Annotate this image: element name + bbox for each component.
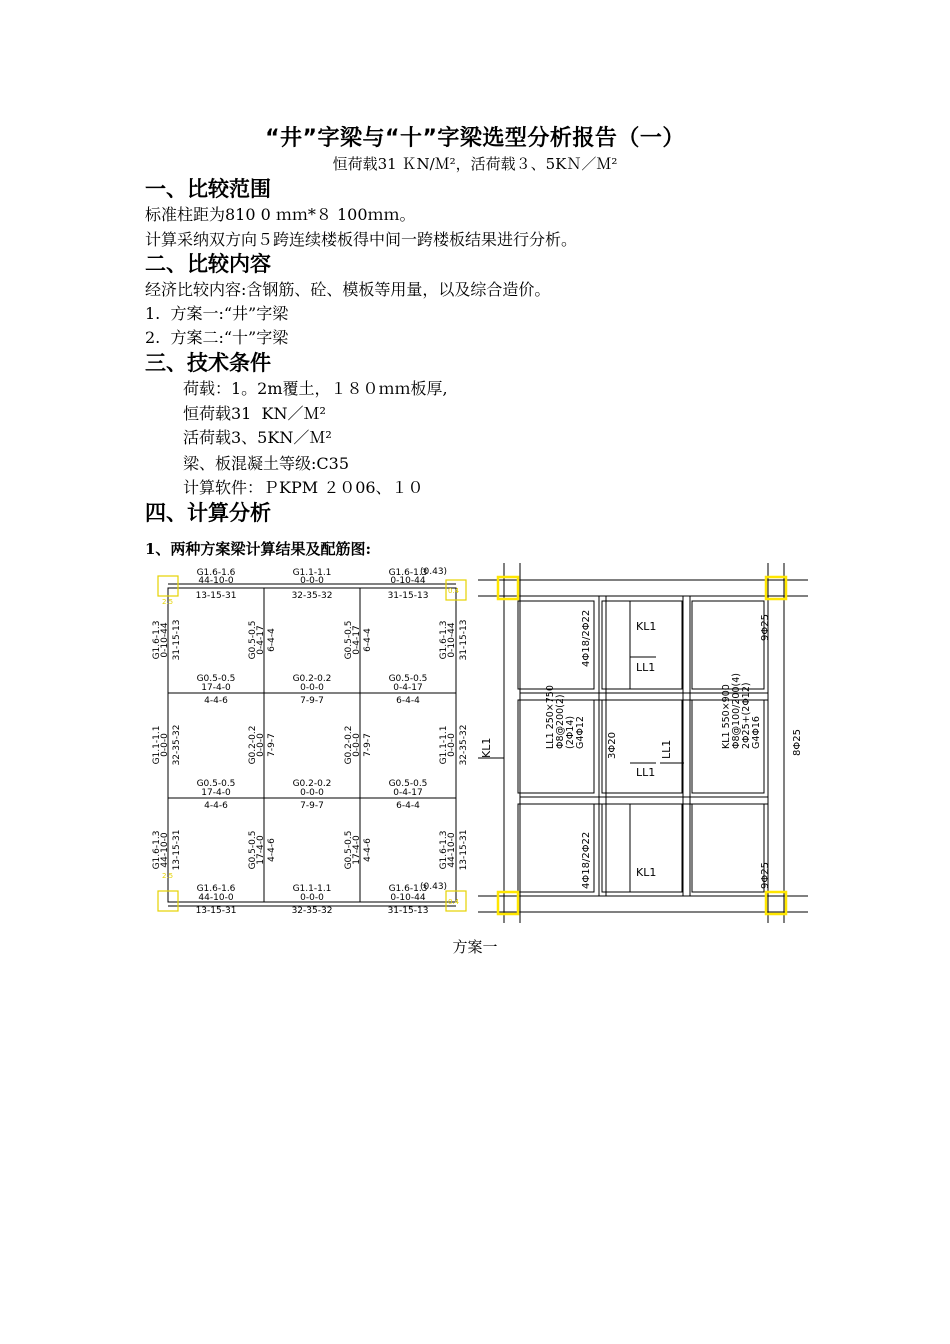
beam-result-bottom: 31-15-13 bbox=[387, 906, 429, 916]
beam-result-bottom: 0-0-0 bbox=[300, 893, 324, 903]
beam-result-inner: 17-4-0 bbox=[256, 835, 266, 865]
beam-label-ll1: LL1 bbox=[636, 766, 656, 779]
beam-result-row: 0-0-0 bbox=[300, 788, 324, 798]
beam-result-row: 7-9-7 bbox=[300, 801, 324, 811]
paragraph: 计算采纳双方向５跨连续楼板得中间一跨楼板结果进行分析。 bbox=[145, 230, 578, 249]
beam-spec: G4Φ12 bbox=[575, 716, 586, 749]
beam-result-top: G1.1-1.1 bbox=[292, 568, 332, 578]
beam-result-right: G1.6-1.3 bbox=[439, 620, 449, 660]
beam-result-inner: G0.2-0.2 bbox=[344, 725, 354, 765]
beam-result-left: 32-35-32 bbox=[172, 724, 182, 766]
beam-result-row: G0.5-0.5 bbox=[388, 779, 428, 789]
yellow-label: 2.5 bbox=[162, 598, 174, 606]
beam-result-left: 0-10-44 bbox=[160, 622, 170, 658]
beam-result-bottom: 32-35-32 bbox=[291, 906, 333, 916]
section-heading-conditions: 三、技术条件 bbox=[145, 351, 271, 375]
beam-result-row: G0.5-0.5 bbox=[196, 779, 236, 789]
list-item: 2. 方案二:“十”字梁 bbox=[145, 328, 289, 347]
rebar-label: 3Φ20 bbox=[607, 732, 618, 759]
report-subtitle: 恒荷载31 ＫN/Ｍ²，活荷载３、5KＮ／Ｍ² bbox=[332, 155, 618, 173]
beam-result-top: G1.6-1.3 bbox=[388, 568, 428, 578]
beam-result-bottom: G1.6-1.6 bbox=[196, 884, 236, 894]
beam-result-left: G1.6-1.3 bbox=[152, 830, 162, 870]
beam-result-bottom: G1.6-1.3 bbox=[388, 884, 428, 894]
figure-caption: 方案一 bbox=[452, 938, 498, 956]
beam-result-right: 0-0-0 bbox=[447, 733, 457, 757]
beam-result-left: G1.1-1.1 bbox=[152, 725, 162, 765]
beam-result-row: G0.5-0.5 bbox=[196, 674, 236, 684]
section-heading-scope: 一、比较范围 bbox=[145, 177, 271, 201]
beam-result-inner: 0-4-17 bbox=[256, 625, 266, 655]
beam-result-inner: G0.5-0.5 bbox=[344, 620, 354, 660]
paragraph: 经济比较内容:含钢筋、砼、模板等用量，以及综合造价。 bbox=[145, 280, 551, 299]
rebar-label: 4Φ18/2Φ22 bbox=[581, 609, 592, 667]
beam-result-row: 0-0-0 bbox=[300, 683, 324, 693]
beam-result-top: 44-10-0 bbox=[198, 576, 234, 586]
beam-result-left: 0-0-0 bbox=[160, 733, 170, 757]
beam-spec: Φ8@100/200(4) bbox=[731, 673, 742, 749]
beam-result-bottom: 13-15-31 bbox=[195, 906, 237, 916]
paragraph: 活荷载3、5KN／Ｍ² bbox=[183, 428, 332, 447]
rebar-label: 9Φ25 bbox=[760, 862, 771, 889]
beam-result-inner: 17-4-0 bbox=[352, 835, 362, 865]
beam-label-ll1-vertical: LL1 bbox=[660, 739, 673, 759]
corner-note: (0.43) bbox=[420, 882, 448, 892]
beam-result-row: 4-4-6 bbox=[204, 801, 228, 811]
beam-result-row: 0-4-17 bbox=[393, 788, 423, 798]
beam-result-left: 31-15-13 bbox=[172, 619, 182, 661]
beam-result-left: G1.6-1.3 bbox=[152, 620, 162, 660]
subheading: 1、两种方案梁计算结果及配筋图: bbox=[145, 540, 371, 558]
beam-result-inner: G0.5-0.5 bbox=[344, 830, 354, 870]
report-title: “井”字梁与“十”字梁选型分析报告（一） bbox=[265, 126, 685, 151]
rebar-label: 4Φ18/2Φ22 bbox=[581, 831, 592, 889]
beam-result-drawing bbox=[150, 563, 475, 923]
beam-result-row: 6-4-4 bbox=[396, 696, 420, 706]
beam-result-top: G1.6-1.6 bbox=[196, 568, 236, 578]
beam-result-row: G0.2-0.2 bbox=[292, 674, 332, 684]
beam-spec: G4Φ16 bbox=[751, 716, 762, 749]
beam-result-top: 13-15-31 bbox=[195, 591, 237, 601]
beam-result-inner: 7-9-7 bbox=[363, 733, 373, 757]
beam-result-inner: 0-4-17 bbox=[352, 625, 362, 655]
beam-result-inner: G0.5-0.5 bbox=[248, 620, 258, 660]
list-item: 1. 方案一:“井”字梁 bbox=[145, 304, 289, 323]
beam-result-inner: 0-0-0 bbox=[256, 733, 266, 757]
beam-result-right: 44-10-0 bbox=[447, 832, 457, 868]
beam-result-inner: 4-4-6 bbox=[267, 838, 277, 862]
beam-result-top: 0-10-44 bbox=[390, 576, 426, 586]
paragraph: 荷载：1。2m覆土，１８０ｍｍ板厚, bbox=[183, 379, 448, 398]
beam-result-inner: 4-4-6 bbox=[363, 838, 373, 862]
beam-result-bottom: G1.1-1.1 bbox=[292, 884, 332, 894]
beam-result-left: 44-10-0 bbox=[160, 832, 170, 868]
rebar-label: 9Φ25 bbox=[760, 614, 771, 641]
corner-note: (0.43) bbox=[420, 567, 448, 577]
beam-label-kl1: KL1 bbox=[636, 620, 657, 633]
beam-result-inner: 6-4-4 bbox=[363, 628, 373, 652]
beam-spec: Φ8@200(2) bbox=[555, 694, 566, 749]
beam-label-ll1: LL1 bbox=[636, 661, 656, 674]
beam-result-right: G1.6-1.3 bbox=[439, 830, 449, 870]
beam-result-inner: 6-4-4 bbox=[267, 628, 277, 652]
beam-spec: LL1 250×750 bbox=[545, 685, 556, 749]
beam-result-top: 0-0-0 bbox=[300, 576, 324, 586]
beam-spec: 2Φ25+(2Φ12) bbox=[741, 682, 752, 749]
yellow-label: 0.4 bbox=[448, 587, 460, 595]
yellow-label: 2.5 bbox=[162, 872, 174, 880]
beam-result-inner: G0.2-0.2 bbox=[248, 725, 258, 765]
rebar-label: 8Φ25 bbox=[792, 729, 803, 756]
yellow-label: 0.4 bbox=[448, 898, 460, 906]
beam-spec: KL1 550×900 bbox=[721, 684, 732, 749]
beam-result-bottom: 0-10-44 bbox=[390, 893, 426, 903]
beam-result-bottom: 44-10-0 bbox=[198, 893, 234, 903]
beam-result-left: 13-15-31 bbox=[172, 829, 182, 871]
beam-result-row: 0-4-17 bbox=[393, 683, 423, 693]
beam-result-inner: 7-9-7 bbox=[267, 733, 277, 757]
beam-result-row: 7-9-7 bbox=[300, 696, 324, 706]
paragraph: 计算软件：ＰKPM ２０06、１０ bbox=[183, 478, 424, 497]
beam-spec: (2Φ14) bbox=[565, 715, 576, 749]
beam-result-top: 31-15-13 bbox=[387, 591, 429, 601]
beam-result-inner: G0.5-0.5 bbox=[248, 830, 258, 870]
beam-result-row: G0.5-0.5 bbox=[388, 674, 428, 684]
beam-result-right: 31-15-13 bbox=[459, 619, 469, 661]
paragraph: 标准柱距为810 0 ｍｍ*８ 100ｍｍ。 bbox=[145, 205, 416, 224]
beam-result-inner: 0-0-0 bbox=[352, 733, 362, 757]
section-heading-content: 二、比较内容 bbox=[145, 252, 271, 276]
beam-result-row: 4-4-6 bbox=[204, 696, 228, 706]
section-heading-analysis: 四、计算分析 bbox=[145, 501, 271, 525]
beam-label-kl1: KL1 bbox=[636, 866, 657, 879]
beam-result-row: 17-4-0 bbox=[201, 788, 231, 798]
beam-label-kl1-vertical: KL1 bbox=[480, 737, 493, 758]
reinforcement-drawing bbox=[478, 563, 808, 923]
beam-result-top: 32-35-32 bbox=[291, 591, 333, 601]
beam-result-row: G0.2-0.2 bbox=[292, 779, 332, 789]
beam-result-row: 17-4-0 bbox=[201, 683, 231, 693]
beam-result-right: 32-35-32 bbox=[459, 724, 469, 766]
paragraph: 恒荷载31 KN／Ｍ² bbox=[183, 404, 326, 423]
beam-result-right: 0-10-44 bbox=[447, 622, 457, 658]
beam-result-row: 6-4-4 bbox=[396, 801, 420, 811]
beam-result-right: G1.1-1.1 bbox=[439, 725, 449, 765]
paragraph: 梁、板混凝土等级:C35 bbox=[183, 454, 349, 473]
beam-result-right: 13-15-31 bbox=[459, 829, 469, 871]
